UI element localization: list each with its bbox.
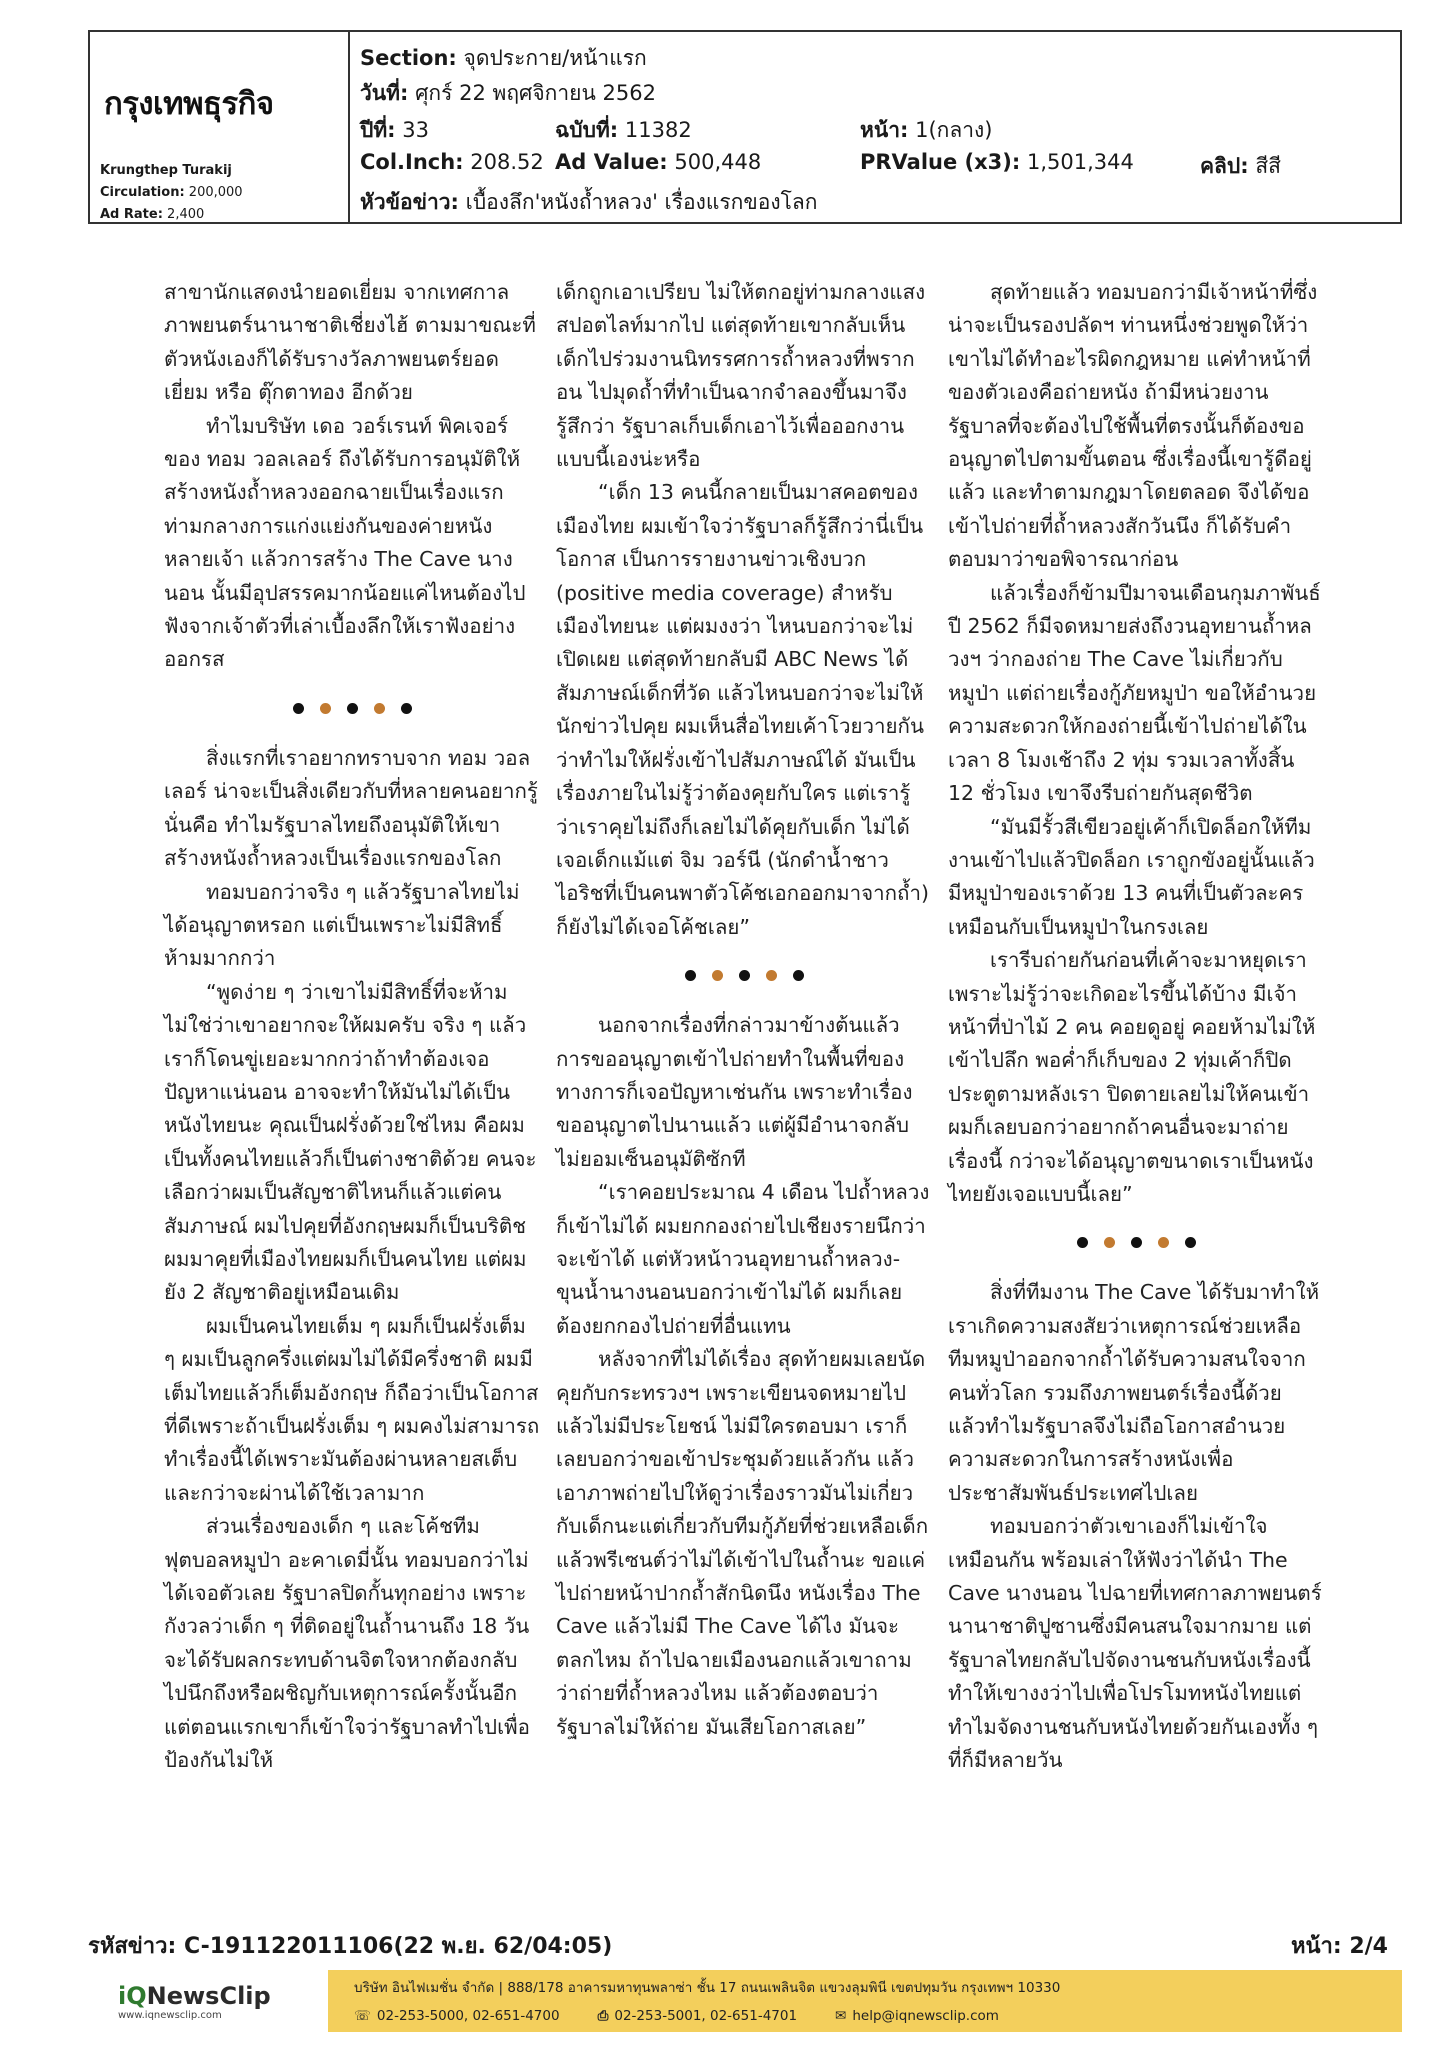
headline-row [360,186,817,219]
fax-group [598,2008,797,2024]
contact-line [354,2008,1402,2024]
paragraph: สุดท้ายแล้ว ทอมบอกว่ามีเจ้าหน้าที่ซึ่งน่าจะเป็นรองปลัดฯ ท่านหนึ่งช่วยพูดให้ว่าเขาไม่ได้ทำอะไรผิดกฎหมาย แค่ทำหน้าที่ของตัวเองคือถ่ายหนัง ถ้ามีหน่วยงานรัฐบาลที่จะต้องไปใช้พื้นที่ตรงนั้นก็ต้องขออนุญาตไปตามขั้นตอน ซึ่งเรื่องนี้เขารู้ดีอยู่แล้ว และทำตามกฎมาโดยตลอด จึงได้ขอเข้าไปถ่ายที่ถ้ำหลวงสักวันนึง ก็ได้รับคำตอบมาว่าขอพิจารณาก่อน [948,280,1318,572]
clip-value: สีสี [1255,154,1281,178]
paragraph: สิ่งแรกที่เราอยากทราบจาก ทอม วอลเลอร์ น่าจะเป็นสิ่งเดียวกับที่หลายคนอยากรู้ นั่นคือ ทำไมรัฐบาลไทยถึงอนุมัติให้เขาสร้างหนังถ้ำหลวงเป็นเรื่องแรกของโลก [164,745,538,871]
clipping-header [88,30,1402,224]
publication-name-en: Krungthep Turakij [100,163,232,178]
issue-cell [555,114,692,147]
section-divider [556,970,932,981]
section-divider [948,1237,1324,1248]
page-cell [860,114,992,147]
paragraph: “พูดง่าย ๆ ว่าเขาไม่มีสิทธิ์ที่จะห้าม ไม่ใช่ว่าเขาอยากจะให้ผมครับ จริง ๆ แล้วเราก็โดนขู่เยอะมากกว่าถ้าทำต้องเจอปัญหาแน่นอน อาจจะทำให้มันไม่ได้เป็นหนังไทยนะ คุณเป็นฝรั่งด้วยใช่ไหม คือผมเป็นทั้งคนไทยแล้วก็เป็นต่างชาติด้วย คนจะเลือกว่าผมเป็นสัญชาติไหนก็แล้วแต่คนสัมภาษณ์ ผมไปคุยที่อังกฤษผมก็เป็นบริติช ผมมาคุยที่เมืองไทยผมก็เป็นคนไทย แต่ผมยัง 2 สัญชาติอยู่เหมือนเดิม [164,979,537,1305]
ad-rate-value: 2,400 [167,207,205,222]
circulation-value: 200,000 [188,185,243,200]
prvalue-value: 1,501,344 [1026,150,1134,174]
brand-name [118,1982,328,2010]
clip-cell [1200,150,1281,183]
page-label: หน้า: [860,118,909,142]
date-label: วันที่: [360,81,409,105]
brand-name-rest: NewsClip [146,1981,271,2010]
section-value: จุดประกาย/หน้าแรก [463,46,647,70]
divider-dot [374,703,385,714]
publication-meta [100,160,243,226]
paragraph: แล้วเรื่องก็ข้ามปีมาจนเดือนกุมภาพันธ์ ปี 2562 ก็มีจดหมายส่งถึงวนอุทยานถ้ำหลวงฯ ว่ากองถ่าย The Cave ไม่เกี่ยวกับหมูป่า แต่ถ่ายเรื่องกู้ภัยหมูป่า ขอให้อำนวยความสะดวกให้กองถ่ายนี้เข้าไปถ่ายได้ในเวลา 8 โมงเช้าถึง 2 ทุ่ม รวมเวลาทั้งสิ้น 12 ชั่วโมง เขาจึงรีบถ่ายกันสุดชีวิต [948,580,1321,806]
news-code-label: รหัสข่าว: [88,1934,177,1959]
divider-dot [739,970,750,981]
brand-name-prefix: iQ [118,1981,147,2010]
section-row [360,42,647,75]
paragraph: ผมเป็นคนไทยเต็ม ๆ ผมก็เป็นฝรั่งเต็ม ๆ ผมเป็นลูกครึ่งแต่ผมไม่ได้มีครึ่งชาติ ผมมีเต็มไทยแล้วก็เต็มอังกฤษ ก็ถือว่าเป็นโอกาสที่ดีเพราะถ้าเป็นฝรั่งเต็ม ๆ ผมคงไม่สามารถทำเรื่องนี้ได้เพราะมันต้องผ่านหลายสเต็บ และกว่าจะผ่านได้ใช้เวลามาก [164,1313,540,1505]
article-column-1 [164,276,540,1777]
issue-value: 11382 [624,118,692,142]
divider-dot [347,703,358,714]
paragraph: เรารีบถ่ายกันก่อนที่เค้าจะมาหยุดเราเพราะไม่รู้ว่าจะเกิดอะไรขึ้นได้บ้าง มีเจ้าหน้าที่ป่าไม้ 2 คน คอยดูอยู่ คอยห้ามไม่ให้เข้าไปลึก พอค่ำก็เก็บของ 2 ทุ่มเค้าก็ปิดประตูตามหลังเรา ปิดตายเลยไม่ให้คนเข้า ผมก็เลยบอกว่าอยากถ้าคนอื่นจะมาถ่ายเรื่องนี้ กว่าจะได้อนุญาตขนาดเราเป็นหนังไทยยังเจอแบบนี้เลย” [948,948,1316,1206]
year-value: 33 [402,118,429,142]
article-column-2 [556,276,932,1744]
date-value: ศุกร์ 22 พฤศจิกายน 2562 [415,81,656,105]
paragraph: หลังจากที่ไม่ได้เรื่อง สุดท้ายผมเลยนัดคุยกับกระทรวงฯ เพราะเขียนจดหมายไปแล้วไม่มีประโยชน์ ไม่มีใครตอบมา เราก็เลยบอกว่าขอเข้าประชุมด้วยแล้วกัน แล้วเอาภาพถ่ายไปให้ดูว่าเรื่องราวมันไม่เกี่ยวกับเด็กนะแต่เกี่ยวกับทีมกู้ภัยที่ช่วยเหลือเด็ก แล้วพรีเซนต์ว่าไม่ได้เข้าไปในถ้ำนะ ขอแค่ไปถ่ายหน้าปากถ้ำสักนิดนึง หนังเรื่อง The Cave แล้วไม่มี The Cave ได้ไง มันจะตลกไหม ถ้าไปฉายเมืองนอกแล้วเขาถามว่าถ่ายที่ถ้ำหลวงไหม แล้วต้องตอบว่ารัฐบาลไม่ให้ถ่าย มันเสียโอกาสเลย” [556,1347,929,1739]
email-icon: ✉ [835,2008,847,2024]
adval-value: 500,448 [674,150,762,174]
paragraph: ทอมบอกว่าตัวเขาเองก็ไม่เข้าใจเหมือนกัน พร้อมเล่าให้ฟังว่าได้นำ The Cave นางนอน ไปฉายที่เทศกาลภาพยนตร์นานาชาติปูซานซึ่งมีคนสนใจมากมาย แต่รัฐบาลไทยกลับไปจัดงานชนกับหนังเรื่องนี้ ทำให้เขางงว่าไปเพื่อโปรโมทหนังไทยแต่ทำไมจัดงานชนกับหนังไทยด้วยกันเองทั้ง ๆ ที่ก็มีหลายวัน [948,1514,1322,1773]
news-code [88,1928,612,1963]
headline-value: เบื้องลึก'หนังถ้ำหลวง' เรื่องแรกของโลก [465,190,818,214]
clip-label: คลิป: [1200,154,1249,178]
adval-cell [555,150,761,174]
clip-details [350,32,1400,222]
prvalue-label: PRValue (x3): [860,150,1021,174]
divider-dot [1158,1237,1169,1248]
date-row [360,77,656,110]
email-group [835,2008,999,2024]
page-number [1291,1928,1388,1963]
email-address[interactable]: help@iqnewsclip.com [852,2008,999,2024]
adval-label: Ad Value: [555,150,668,174]
paragraph: “เราคอยประมาณ 4 เดือน ไปถ้ำหลวงก็เข้าไม่ได้ ผมยกกองถ่ายไปเชียงรายนึกว่าจะเข้าได้ แต่หัวหน้าวนอุทยานถ้ำหลวง-ขุนน้ำนางนอนบอกว่าเข้าไม่ได้ ผมก็เลยต้องยกกองไปถ่ายที่อื่นแทน [556,1180,930,1338]
publication-logo: กรุงเทพธุรกิจ [104,86,274,122]
paragraph: เด็กถูกเอาเปรียบ ไม่ให้ตกอยู่ท่ามกลางแสงสปอตไลท์มากไป แต่สุดท้ายเขากลับเห็นเด็กไปร่วมงานนิทรรศการถ้ำหลวงที่พรากอน ไปมุดถ้ำที่ทำเป็นฉากจำลองขึ้นมาจึงรู้สึกว่า รัฐบาลเก็บเด็กเอาไว้เพื่อออกงานแบบนี้เองน่ะหรือ [556,280,926,472]
phone-icon: ☏ [354,2008,371,2024]
divider-dot [766,970,777,981]
year-label: ปีที่: [360,118,396,142]
paragraph: ทำไมบริษัท เดอ วอร์เรนท์ พิคเจอร์ ของ ทอม วอลเลอร์ ถึงได้รับการอนุมัติให้สร้างหนังถ้ำหลวงออกฉายเป็นเรื่องแรกท่ามกลางการแก่งแย่งกันของค่ายหนังหลายเจ้า แล้วการสร้าง The Cave นางนอน นั้นมีอุปสรรคมากน้อยแค่ไหนต้องไปฟังจากเจ้าตัวที่เล่าเบื้องลึกให้เราฟังอย่างออกรส [164,413,526,672]
company-address: บริษัท อินไฟเมชั่น จำกัด | 888/178 อาคารมหาทุนพลาซ่า ชั้น 17 ถนนเพลินจิต แขวงลุมพินี เขตปทุมวัน กรุงเทพฯ 10330 [354,1980,1061,1996]
ad-rate-label: Ad Rate: [100,207,163,222]
page-value: 1(กลาง) [915,118,993,142]
divider-dot [793,970,804,981]
footer-bar [88,1970,1402,2032]
divider-dot [1131,1237,1142,1248]
divider-dot [685,970,696,981]
paragraph: “เด็ก 13 คนนี้กลายเป็นมาสคอตของเมืองไทย ผมเข้าใจว่ารัฐบาลก็รู้สึกว่านี่เป็นโอกาส เป็นการรายงานข่าวเชิงบวก (positive media coverage) สำหรับเมืองไทยนะ แต่ผมงงว่า ไหนบอกว่าจะไม่เปิดเผย แต่สุดท้ายกลับมี ABC News ได้สัมภาษณ์เด็กที่วัด แล้วไหนบอกว่าจะไม่ให้นักข่าวไปคุย ผมเห็นสื่อไทยเค้าโวยวายกันว่าทำไมให้ฝรั่งเข้าไปสัมภาษณ์ได้ มันเป็นเรื่องภายในไม่รู้ว่าต้องคุยกับใคร แต่เรารู้ว่าเราคุยไม่ถึงก็เลยไม่ได้คุยกับเด็ก ไม่ได้เจอเด็กแม้แต่ จิม วอร์นี (นักดำน้ำชาวไอริชที่เป็นคนพาตัวโค้ชเอกออกมาจากถ้ำ) ก็ยังไม่ได้เจอโค้ชเลย” [556,480,929,939]
section-label: Section: [360,46,457,70]
prvalue-cell [860,150,1134,174]
paragraph: ทอมบอกว่าจริง ๆ แล้วรัฐบาลไทยไม่ได้อนุญาตหรอก แต่เป็นเพราะไม่มีสิทธิ์ห้ามมากกว่า [164,879,520,971]
circulation-label: Circulation: [100,185,185,200]
year-cell [360,114,429,147]
brand-url[interactable]: www.iqnewsclip.com [118,2009,222,2021]
headline-label: หัวข้อข่าว: [360,190,459,214]
paragraph: “มันมีรั้วสีเขียวอยู่เค้าก็เปิดล็อกให้ทีมงานเข้าไปแล้วปิดล็อก เราถูกขังอยู่นั้นแล้วมีหมูป่าของเราด้วย 13 คนที่เป็นตัวละคร เหมือนกับเป็นหมูป่าในกรงเลย [948,814,1315,939]
contact-info [328,1970,1402,2032]
fax-icon: ⎙ [597,2008,609,2024]
divider-dot [401,703,412,714]
divider-dot [293,703,304,714]
colinch-value: 208.52 [470,150,544,174]
page-number-value: 2/4 [1349,1934,1388,1959]
paragraph: ส่วนเรื่องของเด็ก ๆ และโค้ชทีมฟุตบอลหมูป่า อะคาเดมี่นั้น ทอมบอกว่าไม่ได้เจอตัวเลย รัฐบาลปิดกั้นทุกอย่าง เพราะกังวลว่าเด็ก ๆ ที่ติดอยู่ในถ้ำนานถึง 18 วันจะได้รับผลกระทบด้านจิตใจหากต้องกลับไปนึกถึงหรือผชิญกับเหตุการณ์ครั้งนั้นอีก แต่ตอนแรกเขาก็เข้าใจว่ารัฐบาลทำไปเพื่อป้องกันไม่ให้ [164,1514,530,1773]
colinch-cell [360,150,544,174]
brand-logo[interactable] [88,1970,328,2032]
paragraph: นอกจากเรื่องที่กล่าวมาข้างต้นแล้ว การขออนุญาตเข้าไปถ่ายทำในพื้นที่ของทางการก็เจอปัญหาเช่นกัน เพราะทำเรื่องขออนุญาตไปนานแล้ว แต่ผู้มีอำนาจกลับไม่ยอมเซ็นอนุมัติซักที [556,1013,913,1171]
divider-dot [320,703,331,714]
paragraph: สาขานักแสดงนำยอดเยี่ยม จากเทศกาลภาพยนตร์นานาชาติเชี่ยงไฮ้ ตามมาขณะที่ตัวหนังเองก็ได้รับรางวัลภาพยนตร์ยอดเยี่ยม หรือ ตุ๊กตาทอง อีกด้วย [164,280,536,405]
news-code-value: C-191122011106(22 พ.ย. 62/04:05) [183,1934,613,1959]
phone-number[interactable]: 02-253-5000, 02-651-4700 [376,2008,560,2024]
fax-number: 02-253-5001, 02-651-4701 [614,2008,798,2024]
issue-label: ฉบับที่: [555,118,619,142]
divider-dot [1185,1237,1196,1248]
article-column-3 [948,276,1324,1777]
divider-dot [1077,1237,1088,1248]
page-number-label: หน้า: [1290,1934,1342,1959]
divider-dot [1104,1237,1115,1248]
publication-block [90,32,350,222]
divider-dot [712,970,723,981]
paragraph: สิ่งที่ทีมงาน The Cave ได้รับมาทำให้เราเกิดความสงสัยว่าเหตุการณ์ช่วยเหลือทีมหมูป่าออกจากถ้ำได้รับความสนใจจากคนทั่วโลก รวมถึงภาพยนตร์เรื่องนี้ด้วย แล้วทำไมรัฐบาลจึงไม่ถือโอกาสอำนวยความสะดวกในการสร้างหนังเพื่อประชาสัมพันธ์ประเทศไปเลย [948,1280,1320,1505]
phone-group [354,2008,560,2024]
colinch-label: Col.Inch: [360,150,464,174]
section-divider [164,703,540,714]
